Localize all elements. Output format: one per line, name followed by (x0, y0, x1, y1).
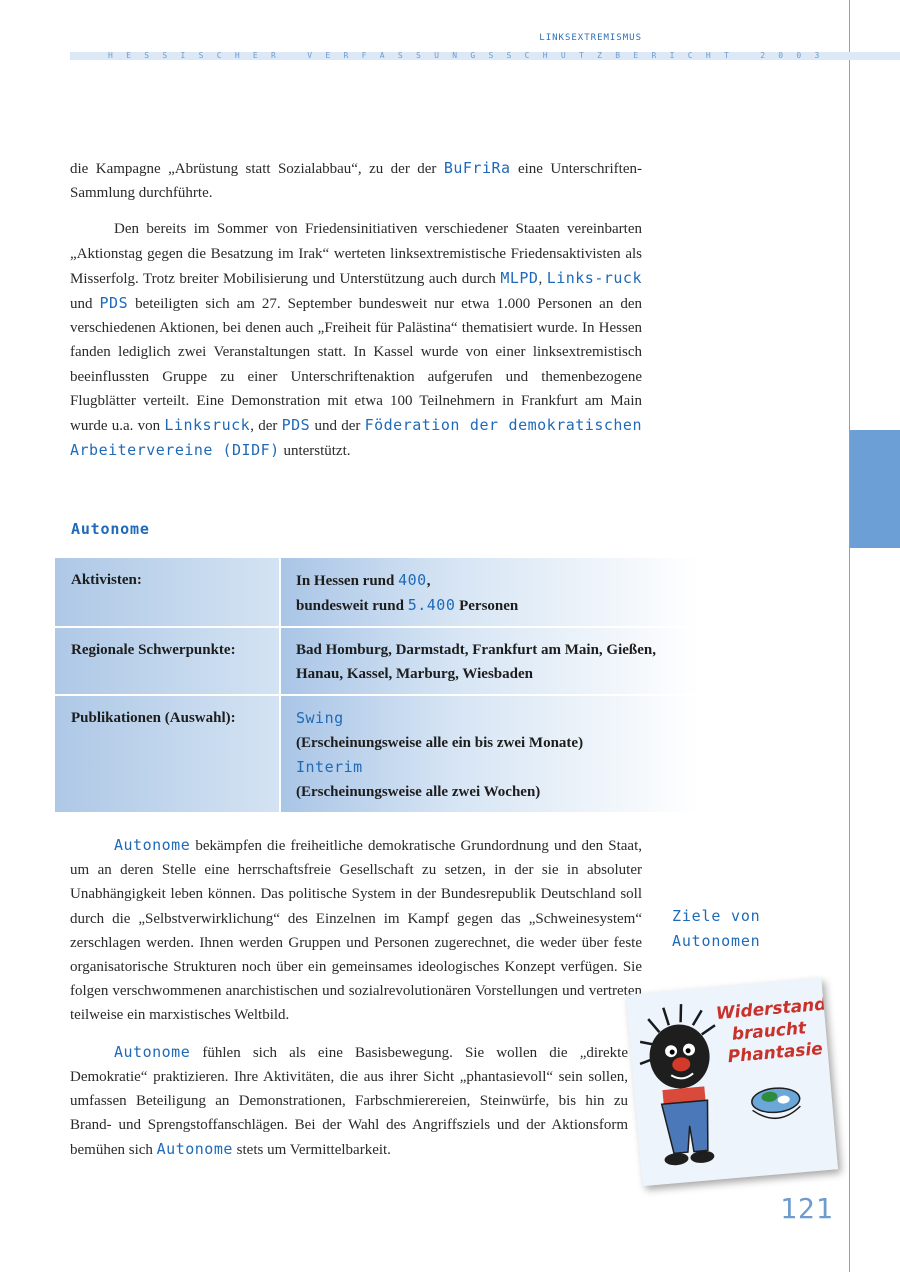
text-run: und der (310, 418, 365, 435)
margin-heading-line: Ziele von (672, 907, 761, 925)
facts-value (279, 558, 700, 626)
text-run: Personen (455, 598, 519, 614)
term-bufrira: BuFriRa (443, 159, 511, 177)
term-linksruck: Linksruck (164, 416, 251, 435)
margin-heading-line: Autonomen (672, 932, 761, 950)
intro-text (70, 156, 642, 475)
text-run: und (70, 296, 100, 313)
paragraph (70, 1040, 628, 1163)
margin-heading (672, 904, 760, 954)
text-run: , (426, 573, 431, 589)
facts-table (55, 558, 700, 814)
facts-row-publications (55, 696, 700, 814)
term-didf: Föderation der demokratischen Arbeitervereine (DIDF) (70, 416, 642, 460)
paragraph (70, 833, 642, 1028)
slogan-line: braucht (731, 1018, 807, 1045)
text-run: eine Unterschriften-Sammlung durchführte. (70, 161, 642, 202)
slogan-line: Widerstand (715, 994, 828, 1025)
text-run: In Hessen rund (296, 573, 399, 589)
text-run: beteiligten sich am 27. September bundesweit nur etwa 1.000 Personen an den verschiedenen Aktionen, bei denen auch „Freiheit für Palästina“ thematisiert wurde. In Hessen fanden lediglich zwei Veranstaltungen statt. In Kassel wurde von einer linksextremistisch beeinflussten Gruppe zu einer Unterschriftenaktion aufgerufen und themenbezogene Flugblätter verteilt. Eine Demonstration mit etwa 100 Teilnehmern in Frankfurt am Main wurde u.a. von (70, 296, 643, 435)
term-mlpd: MLPD (500, 268, 539, 287)
term-autonome: Autonome (114, 1042, 191, 1061)
term-pds: PDS (281, 416, 311, 435)
count-hessen: 400 (398, 571, 427, 589)
text-run: Den bereits im Sommer von Friedensinitiativen verschiedener Staaten vereinbarten „Aktionstag gegen die Besatzung im Irak“ werteten linksextremistische Friedensaktivisten als Misserfolg. Trotz breiter Mobilisierung und Unterstützung auch durch (70, 221, 642, 287)
facts-label: Regionale Schwerpunkte: (55, 628, 279, 694)
text-run: , (538, 270, 547, 287)
text-run: die Kampagne „Abrüstung statt Sozialabbau“, zu der der (70, 161, 444, 177)
publication-name: Interim (296, 758, 363, 776)
facts-row-regions (55, 628, 700, 696)
poster-image (626, 978, 838, 1186)
publication-name: Swing (296, 709, 344, 727)
facts-row-activists (55, 558, 700, 628)
term-autonome: Autonome (156, 1140, 233, 1159)
text-run: bundesweit rund (296, 598, 408, 614)
text-run: bekämpfen die freiheitliche demokratische Grundordnung und den Staat, um an deren Stelle eine herrschaftsfreie Gesellschaft zu setzen, in der sie in absoluter Unabhängigkeit leben können. Das politische System in der Bundesrepublik Deutschland soll durch die „Selbstverwirklichung“ des Einzelnen im Kampf gegen das „Schweinesystem“ zerschlagen werden. Ihnen werden Gruppen und Personen zugerechnet, die weder über feste organisatorische Strukturen noch über ein gemeinsames ideologisches Konzept verfügen. Sie folgen verschwommenen anarchistischen und sozialrevolutionären Vorstellungen und vertreten teilweise ein marxistisches Weltbild. (70, 838, 642, 1024)
text-run: , der (250, 418, 282, 435)
section-header: LINKSEXTREMISMUS (539, 33, 642, 43)
section-heading: Autonome (71, 520, 150, 538)
section-thumb-tab (850, 430, 900, 548)
facts-value: Bad Homburg, Darmstadt, Frankfurt am Main, Gießen, Hanau, Kassel, Marburg, Wiesbaden (279, 628, 700, 694)
facts-label: Aktivisten: (55, 558, 279, 626)
paragraph (70, 217, 642, 463)
publication-note: (Erscheinungsweise alle ein bis zwei Monate) (296, 735, 584, 751)
facts-value (279, 696, 700, 812)
margin-rule (849, 0, 850, 1272)
publication-note: (Erscheinungsweise alle zwei Wochen) (296, 784, 541, 800)
paragraph (70, 156, 642, 205)
text-run: fühlen sich als eine Basisbewegung. Sie wollen die „direkte Demokratie“ praktizieren. Ihre Aktivitäten, die aus ihrer Sicht „phantasievoll“ sein sollen, umfassen Beteiligung an Demonstrationen, Farbschmierereien, Steinwürfe, bis hin zu Brand- und Sprengstoffanschlägen. Bei der Wahl des Angriffsziels und der Aktionsform bemühen sich (70, 1044, 628, 1159)
term-linksruck: Links-ruck (546, 268, 642, 287)
facts-label: Publikationen (Auswahl): (55, 696, 279, 812)
slogan-line: Phantasie (726, 1039, 824, 1068)
text-run: unterstützt. (279, 443, 351, 460)
poster-illustration (626, 978, 838, 1186)
running-header-title: HESSISCHER VERFASSUNGSSCHUTZBERICHT 2003 (108, 51, 833, 60)
text-run: stets um Vermittelbarkeit. (232, 1142, 391, 1159)
main-text (70, 833, 642, 1175)
page-number: 121 (780, 1192, 834, 1225)
term-autonome: Autonome (114, 836, 191, 854)
count-bundesweit: 5.400 (407, 596, 456, 614)
term-pds: PDS (99, 294, 129, 313)
